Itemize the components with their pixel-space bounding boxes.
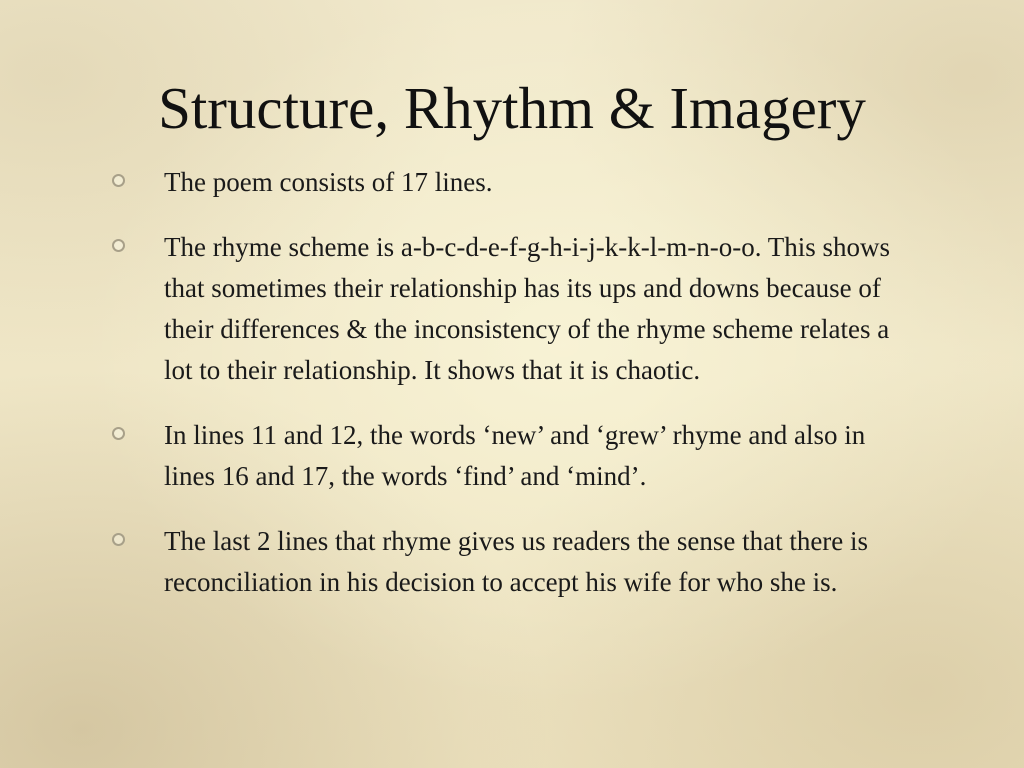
circle-bullet-icon bbox=[112, 427, 125, 440]
bullet-item bbox=[112, 415, 912, 497]
bullet-text: The rhyme scheme is a-b-c-d-e-f-g-h-i-j-k-k-l-m-n-o-o. This shows that sometimes their relationship has its ups and downs because of their differences & the inconsistency of the rhyme scheme relates a lot to their relationship. It shows that it is chaotic. bbox=[164, 232, 891, 385]
bullet-text: The poem consists of 17 lines. bbox=[164, 167, 493, 197]
circle-bullet-icon bbox=[112, 174, 125, 187]
bullet-text: The last 2 lines that rhyme gives us readers the sense that there is reconciliation in his decision to accept his wife for who she is. bbox=[164, 526, 869, 597]
bullet-item bbox=[112, 227, 912, 391]
bullet-text: In lines 11 and 12, the words ‘new’ and ‘grew’ rhyme and also in lines 16 and 17, the words ‘find’ and ‘mind’. bbox=[164, 420, 866, 491]
bullet-list bbox=[112, 162, 912, 627]
circle-bullet-icon bbox=[112, 533, 125, 546]
slide-title: Structure, Rhythm & Imagery bbox=[158, 75, 866, 141]
bullet-item bbox=[112, 162, 912, 203]
circle-bullet-icon bbox=[112, 239, 125, 252]
bullet-item bbox=[112, 521, 912, 603]
